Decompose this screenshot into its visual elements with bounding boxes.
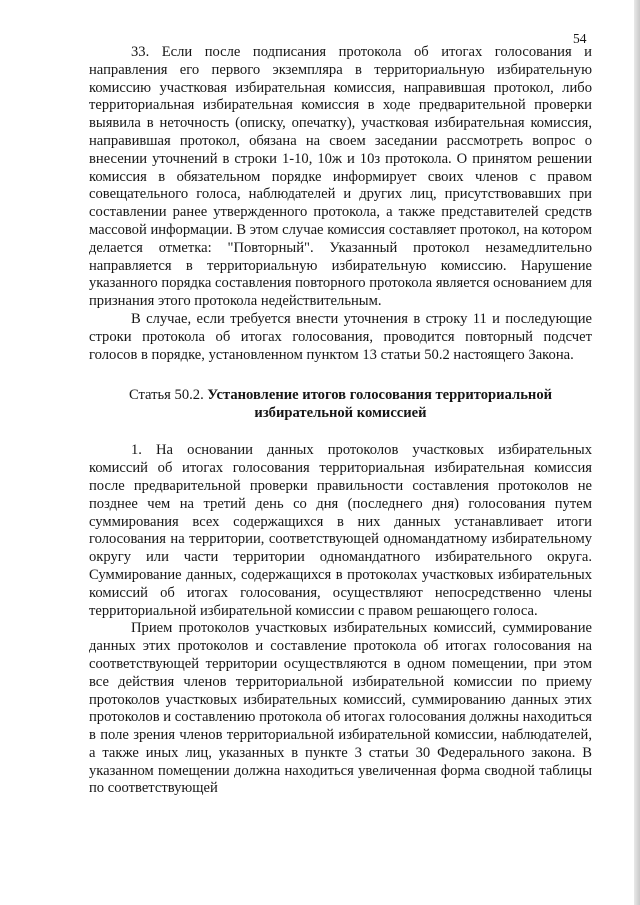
paragraph-1: 1. На основании данных протоколов участковых избирательных комиссий об итогах голосования территориальная избирательная комиссия после предварительной проверки правильности составления протоколов не позднее чем на третий день со дня (последнего дня) голосования путем суммирования всех содержащихся в них данных устанавливает итоги голосования на территории, соответствующей одномандатному избирательному округу или части территории одномандатного избирательного округа. Суммирование данных, содержащихся в протоколах участковых избирательных комиссий об итогах голосования, осуществляют непосредственно члены территориальной избирательной комиссии с правом решающего голоса. (89, 442, 592, 619)
paragraph-33: 33. Если после подписания протокола об итогах голосования и направления его первого экземпляра в территориальную избирательную комиссию участковая избирательная комиссия, направившая протокол, либо территориальная избирательная комиссия в ходе предварительной проверки выявила в неточность (описку, опечатку), участковая избирательная комиссия, направившая протокол, обязана на своем заседании рассмотреть вопрос о внесении уточнений в строки 1-10, 10ж и 10з протокола. О принятом решении комиссия в обязательном порядке информирует своих членов с правом совещательного голоса, наблюдателей и других лиц, присутствовавших при составлении ранее утвержденного протокола, а также представителей средств массовой информации. В этом случае комиссия составляет протокол, на котором делается отметка: "Повторный". Указанный протокол незамедлительно направляется в территориальную избирательную комиссию. Нарушение указанного порядка составления повторного протокола является основанием для признания этого протокола недействительным. (89, 44, 592, 310)
paragraph-reception: Прием протоколов участковых избирательных комиссий, суммирование данных этих протоколов и составление протокола об итогах голосования на соответствующей территории осуществляются в одном помещении, при этом все действия членов территориальной избирательной комиссии по приему протоколов участковых избирательных комиссий, суммированию данных этих протоколов и составлению протокола об итогах голосования должны находиться в поле зрения членов территориальной избирательной комиссии, наблюдателей, а также иных лиц, указанных в пункте 3 статьи 30 Федерального закона. В указанном помещении должна находиться увеличенная форма сводной таблицы по соответствующей (89, 620, 592, 797)
article-heading (89, 386, 592, 422)
article-title: Установление итогов голосования территориальной избирательной комиссией (207, 387, 553, 422)
scan-edge (634, 0, 640, 905)
document-body (89, 44, 592, 798)
article-number: Статья 50.2. (128, 387, 204, 404)
page-number: 54 (573, 31, 587, 46)
paragraph-clarification: В случае, если требуется внести уточнения в строку 11 и последующие строки протокола об итогах голосования, проводится повторный подсчет голосов в порядке, установленном пунктом 13 статьи 50.2 настоящего Закона. (89, 310, 592, 363)
